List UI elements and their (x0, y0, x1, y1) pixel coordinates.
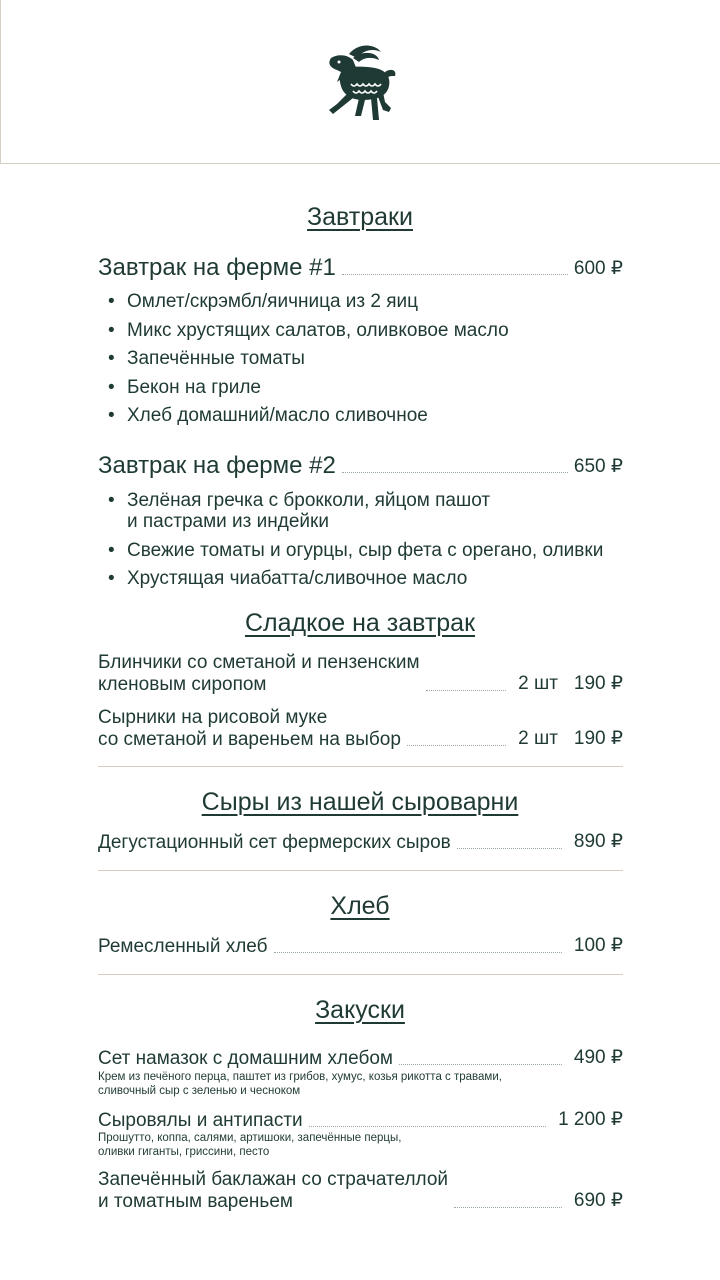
item-name: Завтрак на ферме #2 (98, 452, 336, 479)
item-name: Запечённый баклажан со страчателлой и томатным вареньем (98, 1169, 449, 1212)
item-price: 1 200 ₽ (558, 1109, 623, 1130)
list-item: • Хлеб домашний/масло сливочное (108, 405, 648, 426)
menu-item (98, 830, 623, 854)
menu-item (98, 934, 623, 958)
section-divider (98, 974, 623, 975)
dot-leader (454, 1207, 562, 1208)
menu-item (98, 707, 623, 751)
dot-leader (274, 952, 562, 953)
dot-leader (426, 690, 507, 691)
section-title-sweet: Сладкое на завтрак (244, 609, 476, 637)
item-price: 490 ₽ (573, 1047, 623, 1068)
item-price: 690 ₽ (573, 1190, 623, 1211)
dot-leader (342, 472, 568, 473)
list-item: • Омлет/скрэмбл/яичница из 2 яиц (108, 291, 648, 312)
item-name: Блинчики со сметаной и пензенским кленовым сиропом (98, 652, 420, 695)
item-description: Прошутто, коппа, салями, артишоки, запечённые перцы, оливки гиганты, гриссини, песто (98, 1132, 402, 1158)
dot-leader (457, 848, 562, 849)
list-item: • Запечённые томаты (108, 348, 648, 369)
item-price: 890 ₽ (573, 831, 623, 852)
goat-logo-icon (319, 40, 403, 130)
item-name: Сет намазок с домашним хлебом (98, 1048, 393, 1069)
item-quantity: 2 шт (518, 673, 558, 694)
item-name: Сыровялы и антипасти (98, 1110, 303, 1131)
list-item: • Микс хрустящих салатов, оливковое масло (108, 320, 648, 341)
section-title-breakfast: Завтраки (307, 203, 413, 231)
section-title-bread: Хлеб (330, 892, 390, 920)
list-item: • Бекон на гриле (108, 377, 648, 398)
item-price: 190 ₽ (573, 728, 623, 749)
menu-item (98, 1108, 623, 1132)
list-item: • Хрустящая чиабатта/сливочное масло (108, 568, 648, 589)
item-price: 650 ₽ (573, 456, 623, 477)
menu-item (98, 1169, 623, 1213)
item-name: Завтрак на ферме #1 (98, 254, 336, 281)
menu-item (98, 1046, 623, 1070)
item-price: 190 ₽ (573, 673, 623, 694)
section-divider (98, 766, 623, 767)
item-components-list (108, 291, 648, 434)
menu-item (98, 652, 623, 696)
item-description: Крем из печёного перца, паштет из грибов, хумус, козья рикотта с травами, сливочный сыр с зеленью и чесноком (98, 1071, 502, 1097)
dot-leader (309, 1126, 546, 1127)
item-price: 100 ₽ (573, 935, 623, 956)
item-components-list (108, 490, 648, 597)
menu-header (0, 0, 720, 164)
section-title-snacks: Закуски (315, 996, 405, 1024)
dot-leader (407, 745, 506, 746)
section-divider (98, 870, 623, 871)
item-quantity: 2 шт (518, 728, 558, 749)
section-title-cheese: Сыры из нашей сыроварни (201, 788, 519, 816)
dot-leader (342, 274, 568, 275)
list-item: • Зелёная гречка с брокколи, яйцом пашот и пастрами из индейки (108, 490, 648, 532)
dot-leader (399, 1064, 562, 1065)
list-item: • Свежие томаты и огурцы, сыр фета с орегано, оливки (108, 540, 648, 561)
item-price: 600 ₽ (573, 258, 623, 279)
menu-item (98, 248, 623, 282)
item-name: Сырники на рисовой муке со сметаной и вареньем на выбор (98, 707, 401, 750)
item-name: Дегустационный сет фермерских сыров (98, 832, 451, 853)
menu-item (98, 446, 623, 480)
item-name: Ремесленный хлеб (98, 936, 268, 957)
